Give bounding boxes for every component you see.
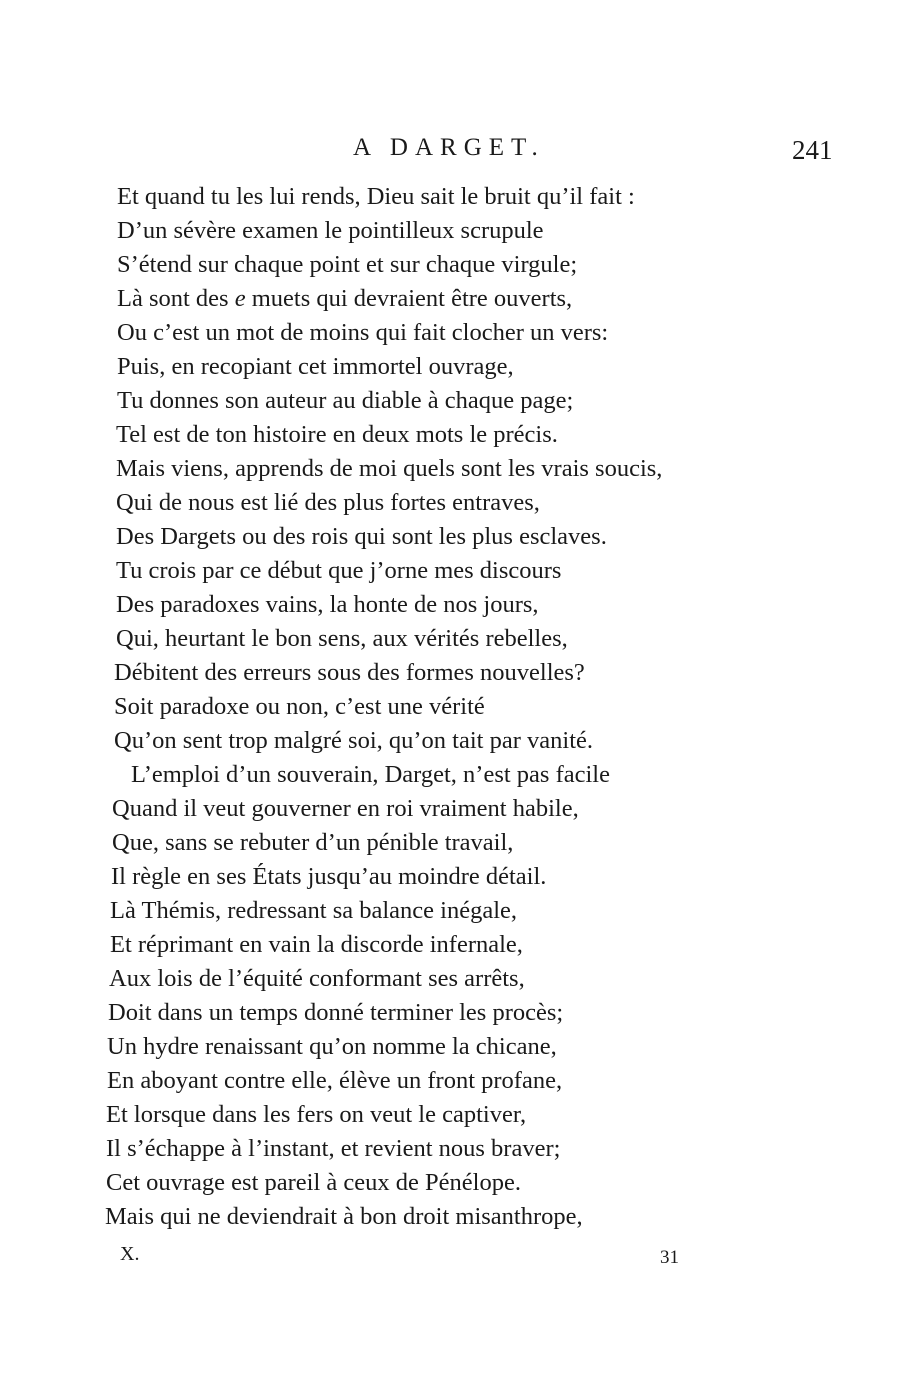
verse-line: D’un sévère examen le pointilleux scrupule	[117, 217, 544, 244]
verse-line: Qui, heurtant le bon sens, aux vérités rebelles,	[116, 625, 568, 652]
verse-line: Là sont des e muets qui devraient être ouverts,	[117, 285, 573, 312]
verse-line: Tel est de ton histoire en deux mots le précis.	[116, 421, 558, 448]
verse-line: Des paradoxes vains, la honte de nos jours,	[116, 591, 539, 618]
verse-line: Tu crois par ce début que j’orne mes discours	[116, 557, 562, 584]
verse-line: Mais viens, apprends de moi quels sont les vrais soucis,	[116, 455, 663, 482]
verse-line: Soit paradoxe ou non, c’est une vérité	[114, 693, 485, 720]
running-head	[0, 132, 900, 172]
verse-line: Et quand tu les lui rends, Dieu sait le bruit qu’il fait :	[117, 183, 635, 210]
verse-line: Qui de nous est lié des plus fortes entraves,	[116, 489, 540, 516]
verse-line: Que, sans se rebuter d’un pénible travail,	[112, 829, 514, 856]
verse-line: Il règle en ses États jusqu’au moindre détail.	[111, 863, 547, 890]
verse-line: Cet ouvrage est pareil à ceux de Pénélope.	[106, 1169, 521, 1196]
verse-line: Et réprimant en vain la discorde infernale,	[110, 931, 523, 958]
verse-line: Tu donnes son auteur au diable à chaque page;	[117, 387, 574, 414]
verse-line: Mais qui ne deviendrait à bon droit misanthrope,	[105, 1203, 583, 1230]
verse-line: Débitent des erreurs sous des formes nouvelles?	[114, 659, 585, 686]
verse-line: Et lorsque dans les fers on veut le captiver,	[106, 1101, 527, 1128]
verse-line: Ou c’est un mot de moins qui fait clocher un vers:	[117, 319, 609, 346]
sheet-number: 31	[660, 1247, 679, 1268]
verse-line: Quand il veut gouverner en roi vraiment habile,	[112, 795, 579, 822]
verse-line: Un hydre renaissant qu’on nomme la chicane,	[107, 1033, 557, 1060]
verse-line: Doit dans un temps donné terminer les procès;	[108, 999, 564, 1026]
verse-line: Qu’on sent trop malgré soi, qu’on tait par vanité.	[114, 727, 593, 754]
verse-line: Il s’échappe à l’instant, et revient nous braver;	[106, 1135, 561, 1162]
running-title: A DARGET.	[353, 134, 545, 161]
verse-line: S’étend sur chaque point et sur chaque virgule;	[117, 251, 578, 278]
verse-line-indented: L’emploi d’un souverain, Darget, n’est pas facile	[131, 761, 610, 788]
verse-line: Là Thémis, redressant sa balance inégale,	[110, 897, 518, 924]
page-number: 241	[792, 135, 833, 165]
verse-line: En aboyant contre elle, élève un front profane,	[107, 1067, 563, 1094]
verse-line: Puis, en recopiant cet immortel ouvrage,	[117, 353, 514, 380]
verse-line: Aux lois de l’équité conformant ses arrêts,	[109, 965, 525, 992]
signature-mark: X.	[120, 1243, 140, 1265]
verse-line: Des Dargets ou des rois qui sont les plus esclaves.	[116, 523, 607, 550]
